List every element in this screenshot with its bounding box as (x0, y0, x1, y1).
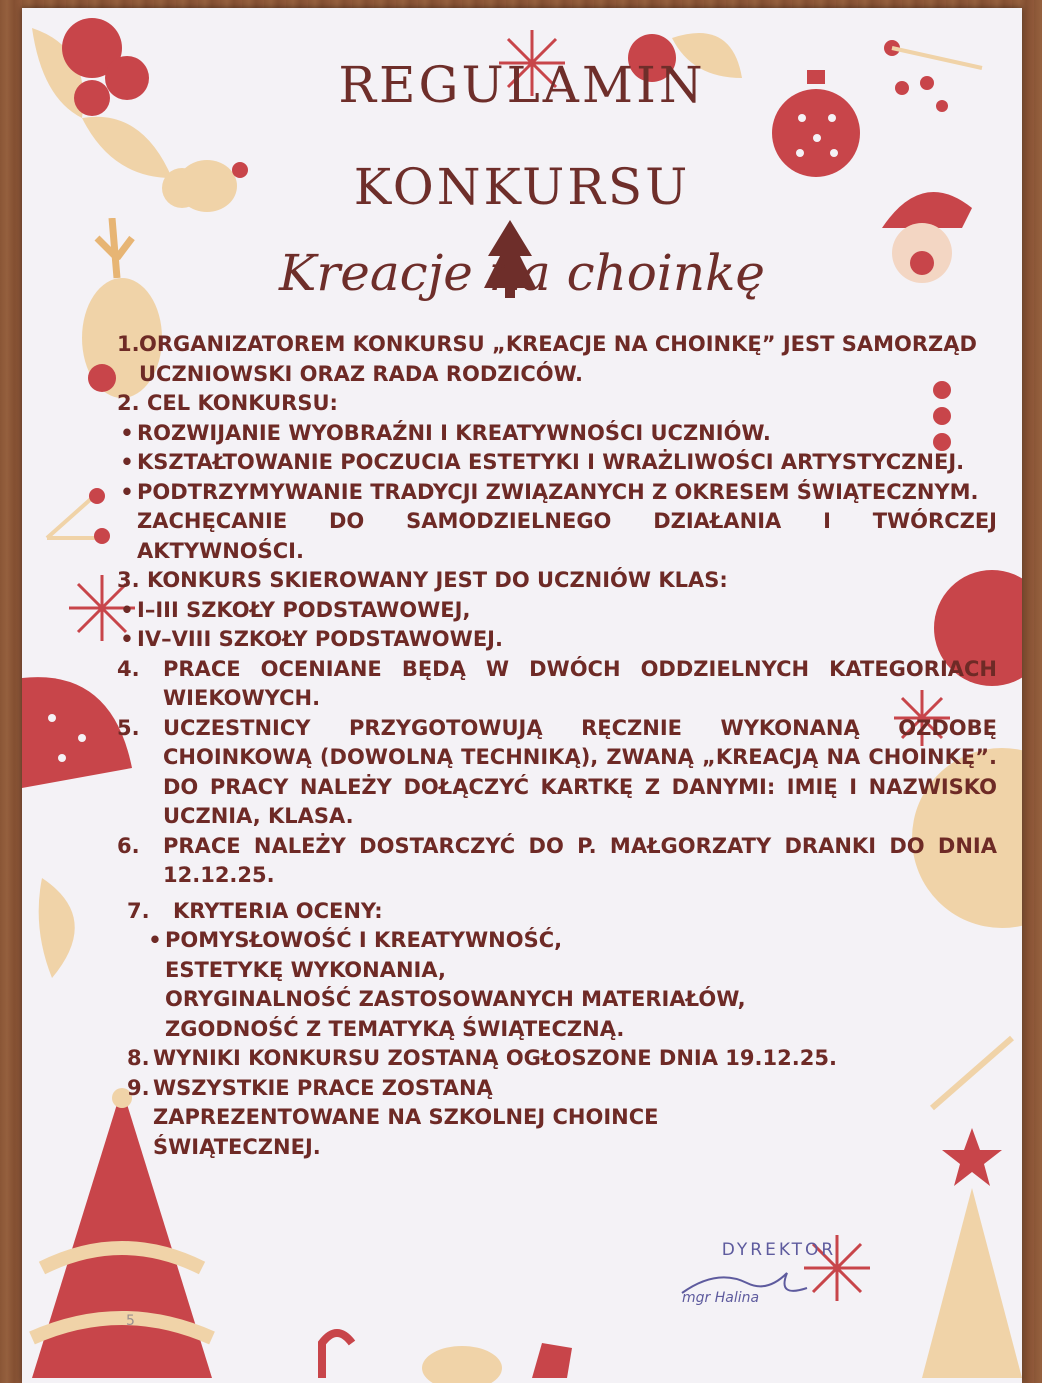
list-item: • KSZTAŁTOWANIE POCZUCIA ESTETYKI I WRAŻLIWOŚCI ARTYSTYCZNEJ. (117, 448, 997, 478)
list-item (117, 507, 997, 566)
poster-sheet (22, 8, 1022, 1383)
criterion-text: POMYSŁOWOŚĆ I KREATYWNOŚĆ, (165, 928, 563, 952)
class-text: I–III SZKOŁY PODSTAWOWEJ, (137, 597, 471, 622)
rule-text: WYNIKI KONKURSU ZOSTANĄ OGŁOSZONE DNIA 19.12.25. (153, 1046, 837, 1070)
rule-item (117, 1044, 997, 1074)
list-item: • ROZWIJANIE WYOBRAŹNI I KREATYWNOŚCI UCZNIÓW. (117, 419, 997, 449)
contest-name-script: Kreacje na choinkę (279, 244, 765, 302)
rule-text: CEL KONKURSU: (147, 391, 338, 415)
page-title-regulamin: REGULAMIN (338, 56, 706, 114)
criterion-text: ORYGINALNOŚĆ ZASTOSOWANYCH MATERIAŁÓW, (165, 987, 746, 1011)
rule-number: 7. (127, 898, 150, 923)
list-item: • PODTRZYMYWANIE TRADYCJI ZWIĄZANYCH Z OKRESEM ŚWIĄTECZNYM. (117, 478, 997, 508)
class-text: IV–VIII SZKOŁY PODSTAWOWEJ. (137, 627, 503, 651)
list-item (117, 985, 997, 1015)
rule-number: 3. (117, 568, 140, 592)
criterion-text: ESTETYKĘ WYKONANIA, (165, 957, 446, 982)
director-name: mgr Halina (682, 1290, 760, 1306)
rule-number: 8. (127, 1046, 150, 1070)
rule-text: KONKURS SKIEROWANY JEST DO UCZNIÓW KLAS: (147, 568, 728, 592)
rules-list (117, 330, 997, 1162)
rule-item (117, 832, 997, 891)
berry-sprig-left-illustration (42, 478, 112, 558)
rule-text: UCZESTNICY PRZYGOTOWUJĄ RĘCZNIE WYKONANĄ OZDOBĘ CHOINKOWĄ (DOWOLNĄ TECHNIKĄ), ZWANĄ „KREACJĄ NA CHOINKĘ”. DO PRACY NALEŻY DOŁĄCZYĆ KARTKĘ Z DANYMI: IMIĘ I NAZWISKO UCZNIA, KLASA. (163, 715, 997, 828)
criterion-text: ZGODNOŚĆ Z TEMATYKĄ ŚWIĄTECZNĄ. (165, 1016, 625, 1041)
rule-text: PRACE NALEŻY DOSTARCZYĆ DO P. MAŁGORZATY DRANKI DO DNIA 12.12.25. (163, 833, 997, 887)
page-number: 5 (126, 1313, 135, 1329)
goal-text: KSZTAŁTOWANIE POCZUCIA ESTETYKI I WRAŻLIWOŚCI ARTYSTYCZNEJ. (137, 450, 965, 474)
rule-item (117, 389, 997, 419)
rule-text: WSZYSTKIE PRACE ZOSTANĄ ZAPREZENTOWANE NA SZKOLNEJ CHOINCE ŚWIĄTECZNEJ. (153, 1075, 659, 1159)
page-title-konkursu: KONKURSU (353, 158, 691, 216)
list-item: • I–III SZKOŁY PODSTAWOWEJ, (117, 596, 997, 626)
star-tree-right-illustration (902, 1128, 1022, 1383)
rule-text: ORGANIZATOREM KONKURSU „KREACJE NA CHOINKĘ” JEST SAMORZĄD UCZNIOWSKI ORAZ RADA RODZICÓW. (139, 332, 977, 386)
rule-item (117, 330, 997, 389)
rule-item (117, 897, 997, 927)
rule-number: 5. (117, 715, 140, 740)
list-item: • POMYSŁOWOŚĆ I KREATYWNOŚĆ, (117, 926, 997, 956)
goal-text: ZACHĘCANIE DO SAMODZIELNEGO DZIAŁANIA I TWÓRCZEJ AKTYWNOŚCI. (137, 509, 997, 563)
goal-text: PODTRZYMYWANIE TRADYCJI ZWIĄZANYCH Z OKRESEM ŚWIĄTECZNYM. (137, 479, 979, 504)
rule-number: 4. (117, 656, 140, 681)
rule-number: 2. (117, 391, 140, 415)
list-item: • IV–VIII SZKOŁY PODSTAWOWEJ. (117, 625, 997, 655)
list-item (117, 956, 997, 986)
candy-cane-bottom-illustration (302, 1318, 602, 1383)
rule-item (117, 566, 997, 596)
rule-number: 1. (117, 332, 140, 356)
rule-text: PRACE OCENIANE BĘDĄ W DWÓCH ODDZIELNYCH KATEGORIACH WIEKOWYCH. (163, 656, 997, 710)
list-item (117, 1015, 997, 1045)
goal-text: ROZWIJANIE WYOBRAŹNI I KREATYWNOŚCI UCZNIÓW. (137, 420, 771, 445)
rule-item (117, 714, 997, 832)
rule-item (117, 1074, 997, 1163)
rule-number: 6. (117, 833, 140, 858)
rule-item (117, 655, 997, 714)
leaves-left-illustration (32, 878, 112, 1018)
rule-number: 9. (127, 1075, 150, 1100)
rule-text: KRYTERIA OCENY: (173, 898, 383, 923)
director-stamp: DYREKTOR (721, 1240, 837, 1260)
